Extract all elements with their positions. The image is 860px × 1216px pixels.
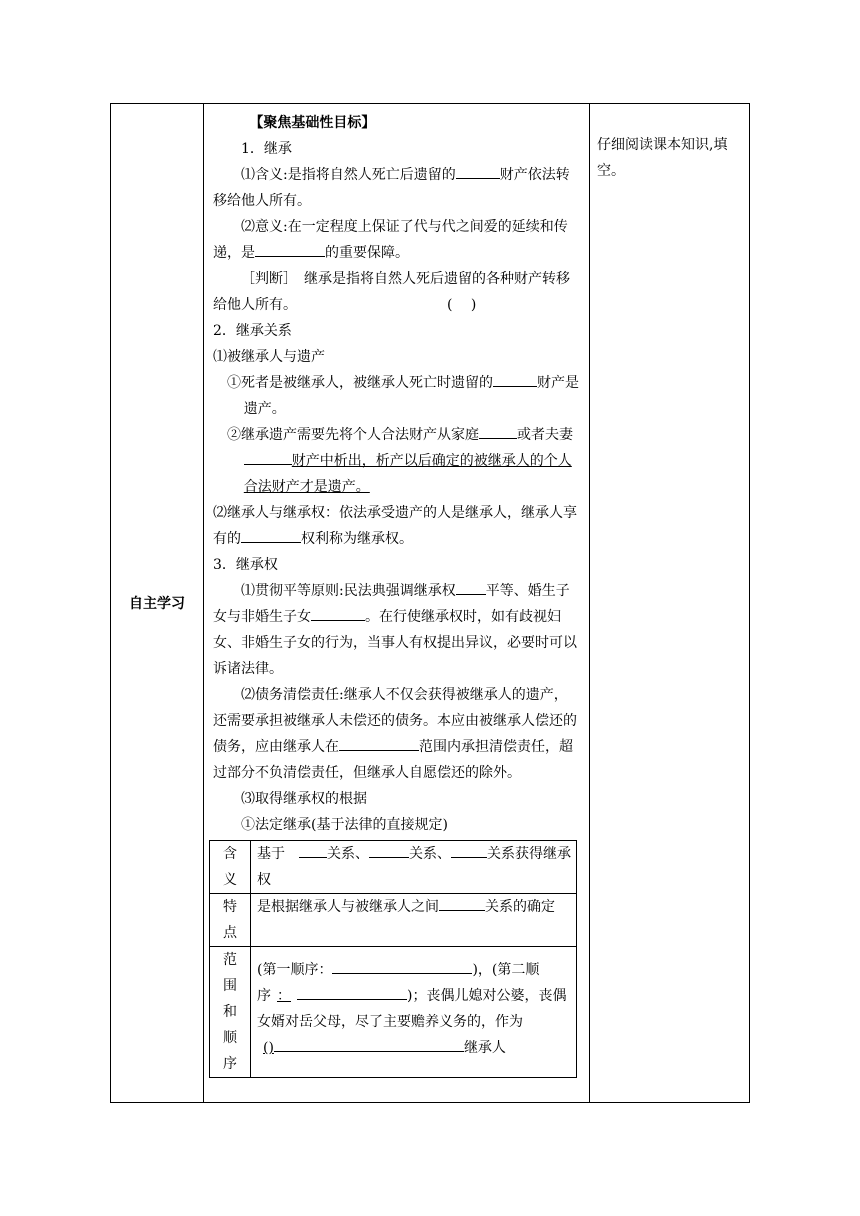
table-row — [210, 947, 577, 1078]
row-value: 基于 关系、 关系、 关系获得继承权 — [251, 841, 577, 894]
fill-blank[interactable] — [332, 957, 472, 974]
fill-blank[interactable] — [456, 578, 486, 595]
fill-blank[interactable] — [369, 841, 409, 858]
fill-blank[interactable] — [451, 841, 487, 858]
paragraph: ②继承遗产需要先将个人合法财产从家庭 或者夫妻财产中析出，析产以后确定的被继承人的个人合法财产才是遗产。 — [213, 422, 579, 500]
fill-blank[interactable] — [299, 841, 327, 858]
fill-blank[interactable] — [311, 604, 365, 621]
section-heading: 【聚焦基础性目标】 — [249, 115, 376, 131]
paragraph: ⑵债务清偿责任:继承人不仅会获得被继承人的遗产，还需要承担被继承人未偿还的债务。本应由被继承人偿还的债务，应由继承人在 范围内承担清偿责任，超过部分不负清偿责任，但继承人自愿偿还的除外。 — [213, 687, 577, 781]
column-divider — [589, 104, 590, 1102]
side-note: 仔细阅读课本知识,填空。 — [597, 137, 728, 179]
row-value: 是根据继承人与被继承人之间 关系的确定 — [251, 894, 577, 947]
sub-title: ⑴被继承人与遗产 — [213, 349, 325, 365]
fill-blank[interactable] — [244, 448, 292, 465]
section-title: 1．继承 — [241, 141, 292, 157]
paragraph: ⑵继承人与继承权：依法承受遗产的人是继承人，继承人享有的 权利称为继承权。 — [213, 505, 577, 547]
fill-blank[interactable] — [241, 526, 301, 543]
paragraph: ①死者是被继承人，被继承人死亡时遗留的 财产是遗产。 — [213, 370, 579, 422]
study-table — [110, 103, 750, 1103]
section-title: 3．继承权 — [213, 557, 278, 573]
fill-blank[interactable] — [339, 734, 419, 751]
fill-blank[interactable] — [456, 162, 500, 179]
fill-blank[interactable] — [255, 240, 325, 257]
paragraph: ⑴含义:是指将自然人死亡后遗留的 财产依法转移给他人所有。 — [213, 162, 579, 214]
inheritance-table — [209, 840, 577, 1078]
row-key-scope-order: 范 围 和 顺 序 — [210, 947, 251, 1078]
fill-blank[interactable] — [297, 983, 407, 1000]
judgement-question: ［判断］ 继承是指将自然人死后遗留的各种财产转移给他人所有。 ( ) — [213, 271, 570, 313]
fill-blank[interactable] — [479, 422, 517, 439]
row-key-meaning: 含 义 — [210, 841, 251, 894]
paragraph: ⑴贯彻平等原则:民法典强调继承权 平等、婚生子女与非婚生子女 。在行使继承权时，如有歧视妇女、非婚生子女的行为，当事人有权提出异议，必要时可以诉诸法律。 — [213, 578, 579, 682]
row-key-feature: 特 点 — [210, 894, 251, 947]
column-divider — [203, 104, 204, 1102]
paragraph: ①法定继承(基于法律的直接规定) — [241, 817, 448, 833]
fill-blank[interactable] — [439, 894, 485, 911]
row-value: (第一顺序： )，(第二顺序 ： )；丧偶儿媳对公婆，丧偶女婿对岳父母，尽了主要赡养义务的，作为 () 继承人 — [251, 947, 577, 1078]
table-row — [210, 841, 577, 894]
paragraph: ⑵意义:在一定程度上保证了代与代之间爱的延续和传递，是 的重要保障。 — [213, 219, 568, 261]
section-title: 2．继承关系 — [213, 323, 292, 339]
fill-blank[interactable] — [274, 1035, 464, 1052]
table-row — [210, 894, 577, 947]
paragraph: ⑶取得继承权的根据 — [241, 791, 367, 807]
fill-blank[interactable] — [493, 370, 537, 387]
row-label: 自主学习 — [129, 596, 185, 612]
